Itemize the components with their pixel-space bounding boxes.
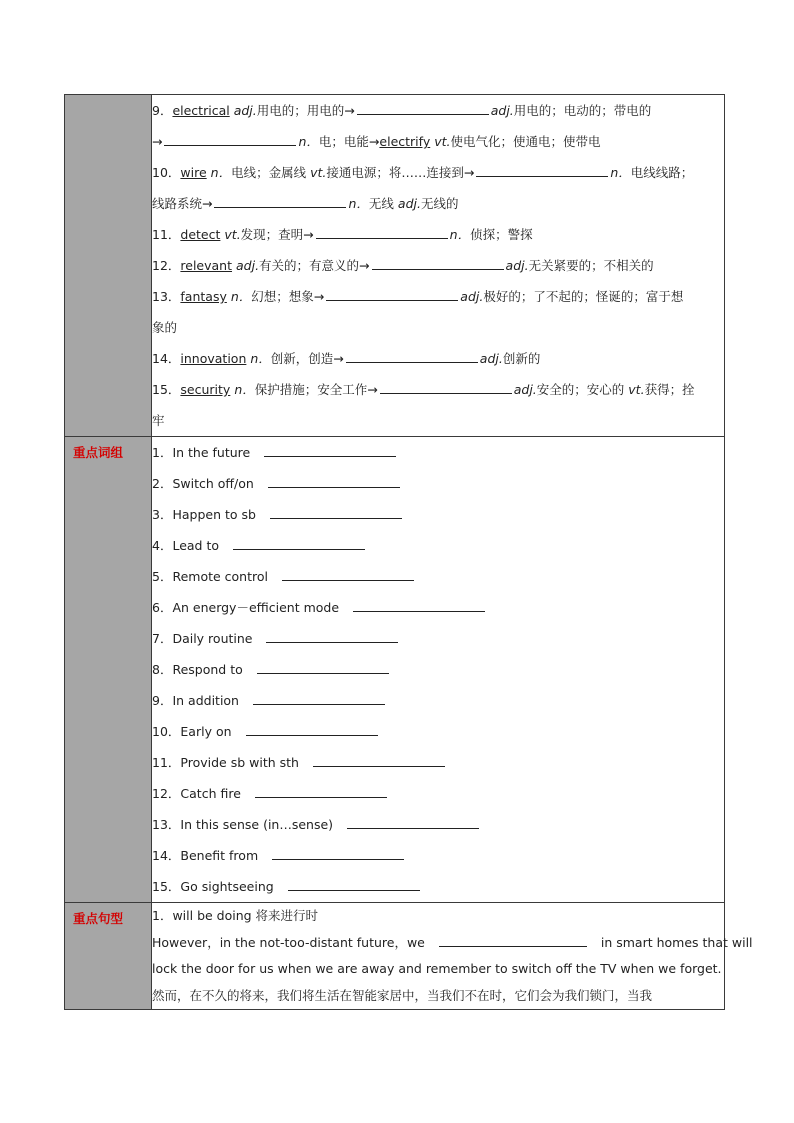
- answer-blank[interactable]: [439, 935, 587, 947]
- answer-blank[interactable]: [326, 289, 458, 301]
- answer-blank[interactable]: [372, 258, 504, 270]
- phrase-text: 7．Daily routine: [152, 631, 253, 646]
- answer-blank[interactable]: [347, 817, 479, 829]
- vocab-line: 11．detect vt.发现；查明→ n．侦探；警探: [152, 227, 533, 242]
- sentence-zh-line: 然而，在不久的将来，我们将生活在智能家居中，当我们不在时，它们会为我们锁门，当我: [152, 987, 653, 1003]
- vocab-line: 象的: [152, 320, 178, 335]
- phrase-item: [152, 871, 724, 902]
- answer-blank[interactable]: [257, 662, 389, 674]
- phrase-text: 2．Switch off/on: [152, 476, 254, 491]
- phrase-text: 5．Remote control: [152, 569, 268, 584]
- phrases-row: [65, 437, 725, 903]
- phrase-item: [152, 561, 724, 592]
- answer-blank[interactable]: [346, 351, 478, 363]
- sentence-en-line: However，in the not-too-distant future，we in smart homes that will: [152, 934, 753, 950]
- vocab-line: 12．relevant adj.有关的；有意义的→ adj.无关紧要的；不相关的: [152, 258, 654, 273]
- phrase-item: [152, 778, 724, 809]
- vocab-content: [152, 95, 725, 437]
- sentence-en-line: lock the door for us when we are away and remember to switch off the TV when we forget.: [152, 961, 722, 976]
- phrase-text: 14．Benefit from: [152, 848, 259, 863]
- answer-blank[interactable]: [266, 631, 398, 643]
- vocab-line: → n．电；电能→electrify vt.使电气化；使通电；使带电: [152, 134, 601, 149]
- phrase-text: 4．Lead to: [152, 538, 220, 553]
- vocab-line: 13．fantasy n．幻想；想象→ adj.极好的；了不起的；怪诞的；富于想: [152, 289, 684, 304]
- phrases-label-cell: [65, 437, 152, 903]
- answer-blank[interactable]: [233, 538, 365, 550]
- answer-blank[interactable]: [214, 196, 346, 208]
- answer-blank[interactable]: [353, 600, 485, 612]
- phrase-item: [152, 468, 724, 499]
- phrase-item: [152, 623, 724, 654]
- answer-blank[interactable]: [164, 134, 296, 146]
- vocab-line: 牢: [152, 413, 165, 428]
- phrase-text: 11．Provide sb with sth: [152, 755, 299, 770]
- answer-blank[interactable]: [264, 445, 396, 457]
- vocab-line: 9．electrical adj.用电的；用电的→ adj.用电的；电动的；带电的: [152, 103, 652, 118]
- phrase-item: [152, 747, 724, 778]
- phrase-item: [152, 592, 724, 623]
- phrase-text: 3．Happen to sb: [152, 507, 256, 522]
- answer-blank[interactable]: [282, 569, 414, 581]
- phrase-text: 13．In this sense (in…sense): [152, 817, 334, 832]
- answer-blank[interactable]: [270, 507, 402, 519]
- phrase-item: [152, 840, 724, 871]
- phrase-text: 10．Early on: [152, 724, 232, 739]
- answer-blank[interactable]: [476, 165, 608, 177]
- answer-blank[interactable]: [313, 755, 445, 767]
- answer-blank[interactable]: [288, 879, 420, 891]
- answer-blank[interactable]: [357, 103, 489, 115]
- phrase-item: [152, 530, 724, 561]
- answer-blank[interactable]: [272, 848, 404, 860]
- answer-blank[interactable]: [255, 786, 387, 798]
- sentence-title: 1．will be doing 将来进行时: [152, 908, 319, 923]
- phrase-item: [152, 499, 724, 530]
- vocab-label-cell: [65, 95, 152, 437]
- phrases-content: [152, 437, 725, 903]
- answer-blank[interactable]: [246, 724, 378, 736]
- phrase-text: 6．An energy－efficient mode: [152, 600, 340, 615]
- phrase-text: 15．Go sightseeing: [152, 879, 274, 894]
- answer-blank[interactable]: [380, 382, 512, 394]
- phrase-item: [152, 809, 724, 840]
- phrase-list: [152, 437, 724, 902]
- vocab-line: 线路系统→ n．无线 adj.无线的: [152, 196, 459, 211]
- answer-blank[interactable]: [268, 476, 400, 488]
- sentences-label: 重点句型: [73, 911, 124, 926]
- phrase-item: [152, 437, 724, 468]
- phrase-text: 1．In the future: [152, 445, 251, 460]
- phrase-text: 8．Respond to: [152, 662, 243, 677]
- worksheet-table: [64, 94, 753, 1010]
- vocab-row: [65, 95, 725, 437]
- phrase-text: 12．Catch fire: [152, 786, 241, 801]
- phrase-item: [152, 654, 724, 685]
- phrase-text: 9．In addition: [152, 693, 239, 708]
- vocab-line: 15．security n．保护措施；安全工作→ adj.安全的；安心的 vt.获得；拴: [152, 382, 695, 397]
- vocab-line: 14．innovation n．创新，创造→ adj.创新的: [152, 351, 541, 366]
- vocab-line: 10．wire n．电线；金属线 vt.接通电源；将……连接到→ n．电线线路；: [152, 165, 694, 180]
- sentences-row: [65, 903, 725, 1010]
- phrase-item: [152, 685, 724, 716]
- answer-blank[interactable]: [253, 693, 385, 705]
- sentences-content: [152, 903, 753, 1010]
- phrases-label: 重点词组: [73, 445, 124, 460]
- answer-blank[interactable]: [316, 227, 448, 239]
- sentences-label-cell: [65, 903, 152, 1010]
- phrase-item: [152, 716, 724, 747]
